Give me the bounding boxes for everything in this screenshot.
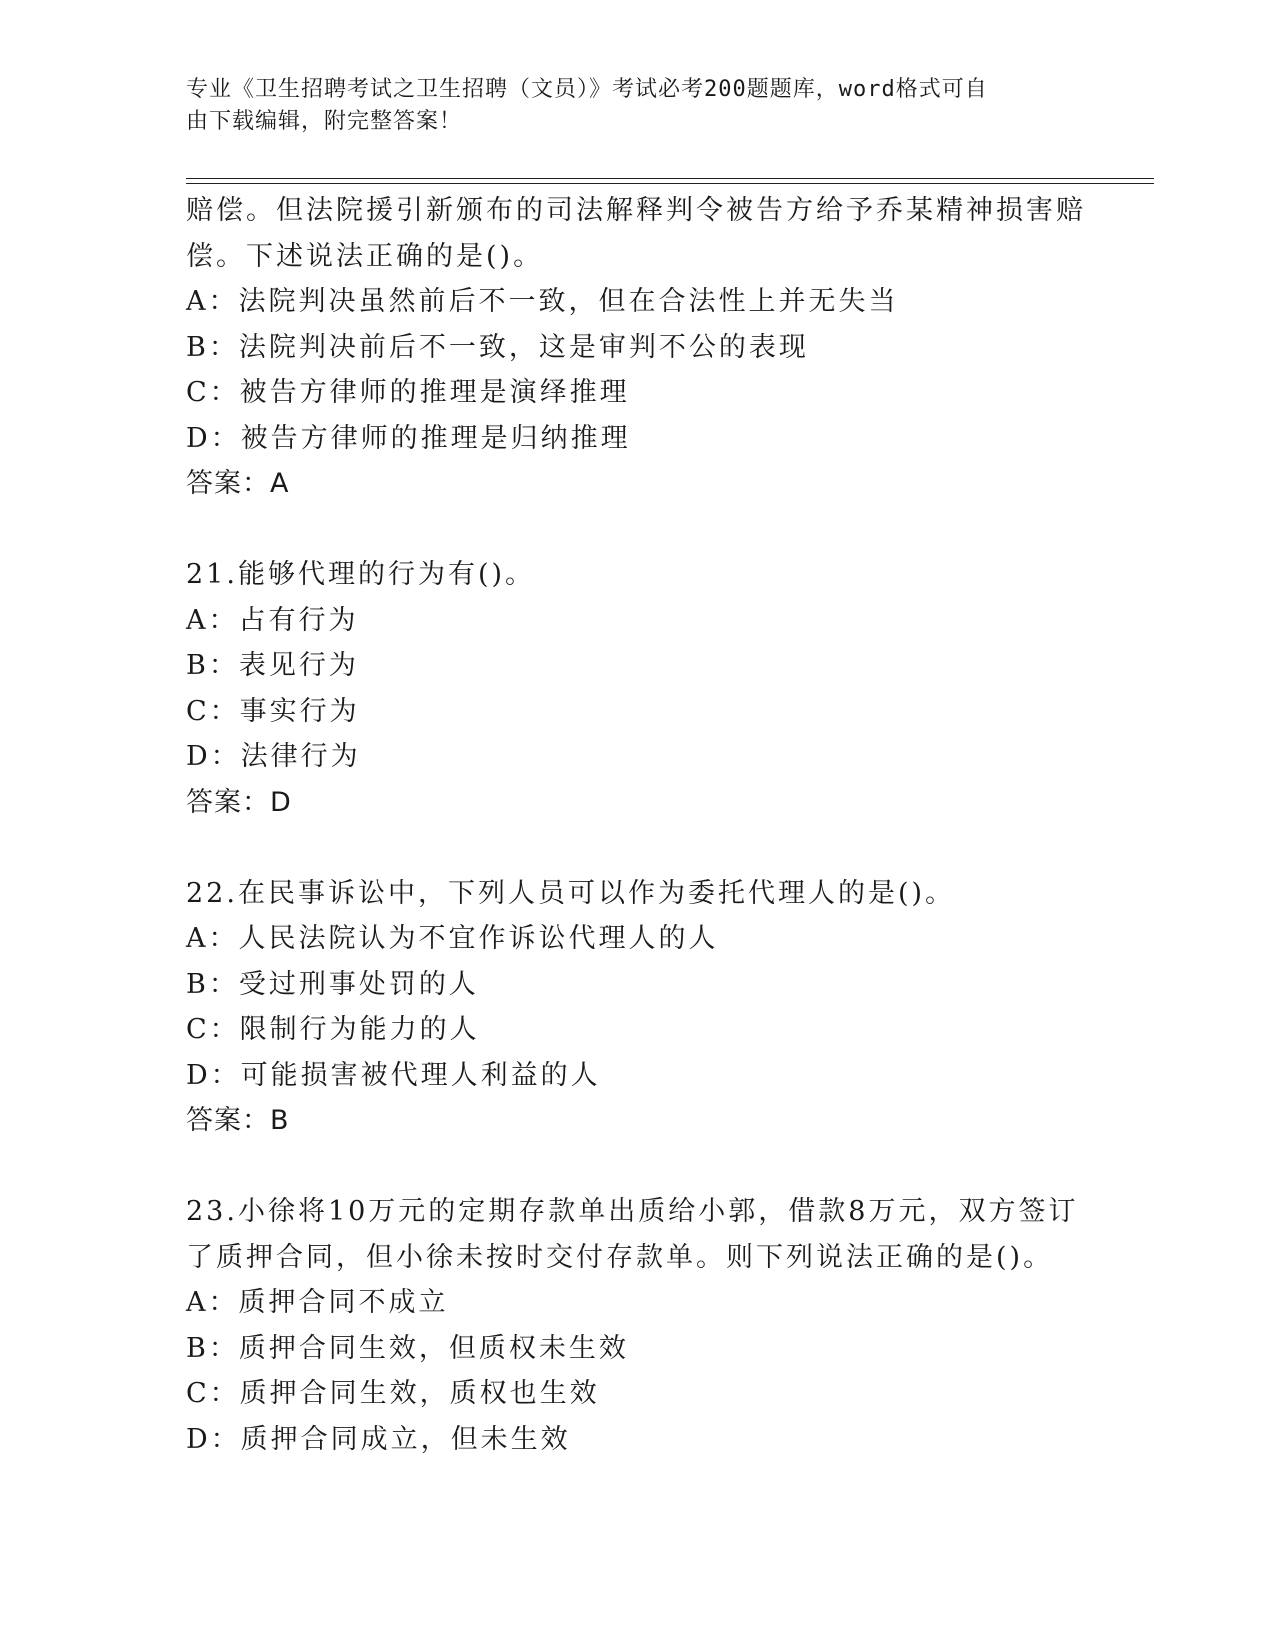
question-20-continuation (186, 188, 1086, 507)
option-a: A：人民法院认为不宜作诉讼代理人的人 (186, 923, 719, 954)
option-a: A：质押合同不成立 (186, 1287, 449, 1318)
option-a: A：占有行为 (186, 604, 359, 636)
option-b: B：法院判决前后不一致，这是审判不公的表现 (186, 331, 809, 363)
answer-label: 答案：B (186, 1105, 290, 1136)
spacer (186, 825, 1066, 871)
option-d: D：被告方律师的推理是归纳推理 (186, 422, 631, 454)
page-header (186, 74, 1066, 138)
option-c: C：限制行为能力的人 (186, 1014, 480, 1045)
header-line-2: 由下载编辑，附完整答案！ (186, 109, 463, 134)
header-line-1: 专业《卫生招聘考试之卫生招聘（文员）》考试必考200题题库，word格式可自 (186, 77, 988, 102)
header-divider-top (186, 178, 1154, 179)
question-23 (186, 1189, 1079, 1462)
option-d: D：法律行为 (186, 741, 361, 772)
header-divider-bottom (186, 183, 1154, 184)
question-21 (186, 552, 1066, 825)
question-text-line: 偿。下述说法正确的是()。 (186, 240, 544, 272)
spacer (186, 1144, 1066, 1190)
option-b: B：受过刑事处罚的人 (186, 968, 479, 1000)
answer-label: 答案：A (186, 468, 290, 499)
option-b: B：表见行为 (186, 650, 359, 681)
question-22 (186, 871, 1066, 1144)
question-text-line: 赔偿。但法院援引新颁布的司法解释判令被告方给予乔某精神损害赔 (186, 195, 1086, 226)
question-text-line: 了质押合同，但小徐未按时交付存款单。则下列说法正确的是()。 (186, 1241, 1054, 1273)
option-a: A：法院判决虽然前后不一致，但在合法性上并无失当 (186, 286, 899, 317)
question-text-line: 22.在民事诉讼中，下列人员可以作为委托代理人的是()。 (186, 877, 956, 909)
option-b: B：质押合同生效，但质权未生效 (186, 1332, 629, 1364)
document-body (186, 188, 1086, 1462)
question-text-line: 21.能够代理的行为有()。 (186, 559, 536, 590)
option-c: C：质押合同生效，质权也生效 (186, 1378, 600, 1409)
option-c: C：被告方律师的推理是演绎推理 (186, 377, 630, 408)
option-c: C：事实行为 (186, 695, 360, 727)
spacer (186, 507, 1066, 553)
question-text-line: 23.小徐将10万元的定期存款单出质给小郭，借款8万元，双方签订 (186, 1196, 1079, 1227)
answer-label: 答案：D (186, 786, 292, 818)
option-d: D：可能损害被代理人利益的人 (186, 1059, 601, 1091)
option-d: D：质押合同成立，但未生效 (186, 1423, 571, 1455)
